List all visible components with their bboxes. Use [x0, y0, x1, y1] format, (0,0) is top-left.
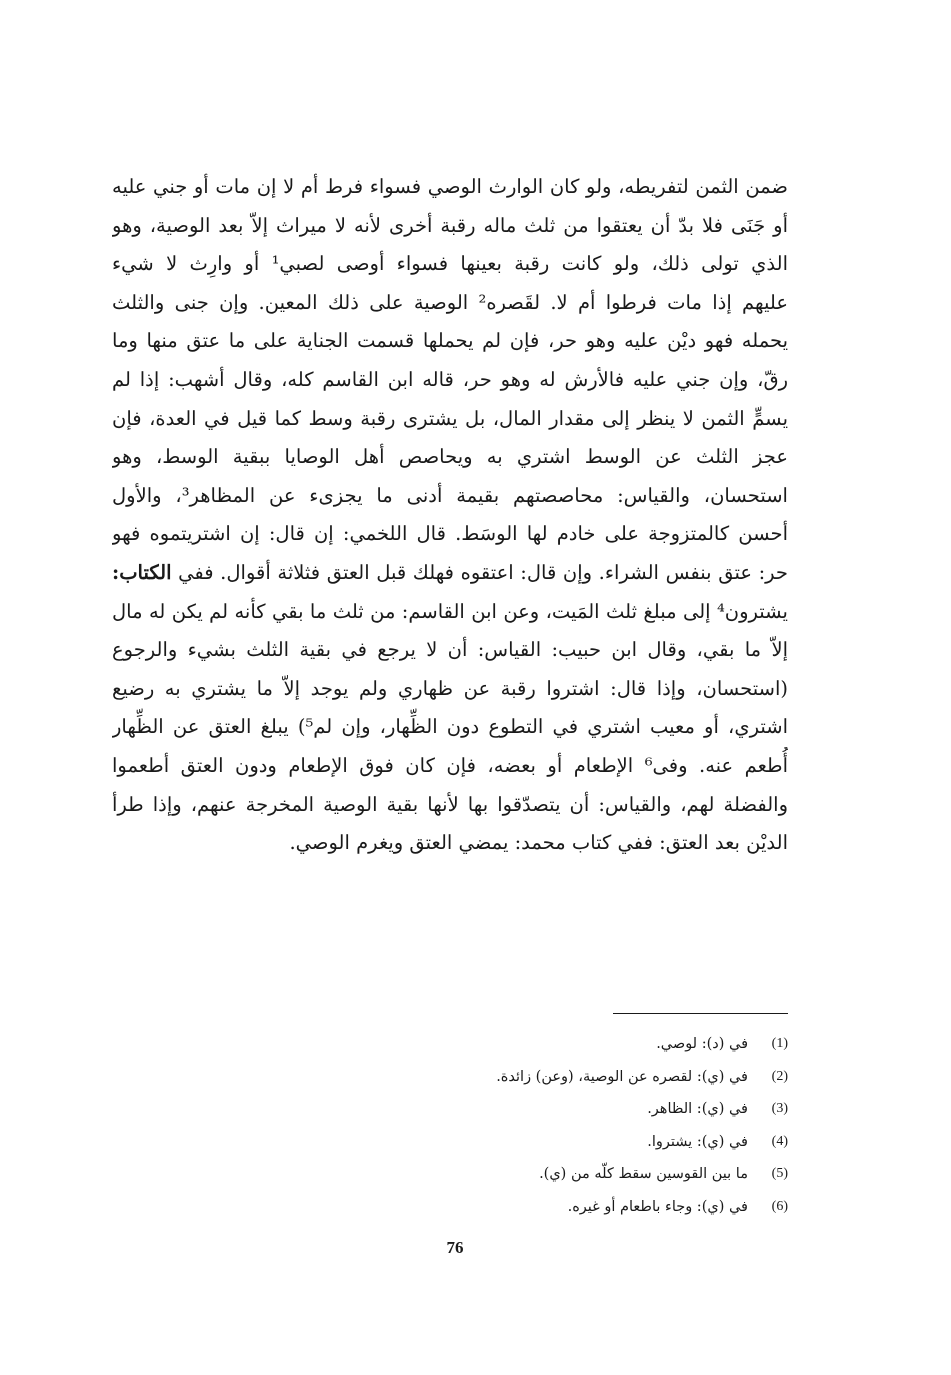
text-line: (استحسان، وإذا قال: اشتروا رقبة عن ظهاري ولم يوجد إلاّ ما يشتري به رضيع: [112, 676, 788, 700]
footnote-text: في (ي): لقصره عن الوصية، (وعن) زائدة.: [496, 1068, 748, 1085]
footnote-text: في (د): لوصي.: [656, 1036, 748, 1053]
text-line: ضمن الثمن لتفريطه، ولو كان الوارث الوصي فسواء فرط أم لا إن مات أو جني عليه: [112, 175, 788, 198]
text-line: استحسان، والقياس: محاصصتهم بقيمة أدنى ما يجزىء عن المظاهر³، والأول: [112, 483, 788, 507]
footnote-item: [300, 1061, 788, 1094]
footnote-item: [300, 1191, 788, 1224]
footnote-number: (6): [771, 1198, 788, 1214]
book-reference-label: الكتاب:: [112, 560, 172, 584]
text-line: عجز الثلث عن الوسط اشتري به ويحاصص أهل الوصايا ببقية الوسط، وهو: [112, 445, 788, 469]
text-line: رقّ، وإن جني عليه فالأرش له وهو حر، قاله ابن القاسم كله، وقال أشهب: إذا لم: [112, 367, 788, 391]
text-line: يحمله فهو ديْن عليه وهو حر، فإن لم يحملها قسمت الجناية على ما عتق منها وما: [112, 329, 788, 353]
text-line: والفضلة لهم، والقياس: أن يتصدّقوا بها لأنها بقية الوصية المخرجة عنهم، وإذا طرأ: [112, 792, 788, 816]
footnote-number: (1): [771, 1036, 788, 1052]
text-line: عليهم إذا مات فرطوا أم لا. لقَصره² الوصية على ذلك المعين. وإن جنى والثلث: [112, 290, 788, 314]
page-number: 76: [446, 1238, 464, 1257]
footnote-text: في (ي): وجاء باطعام أو غيره.: [567, 1198, 748, 1215]
text-line: الذي تولى ذلك، ولو كانت رقبة بعينها فسواء أوصى لصبي¹ أو وارِث لا شيء: [112, 252, 788, 276]
text-line-part: حر: عتق بنفس الشراء. وإن قال: اعتقوه فهلك قبل العتق فثلاثة أقوال. ففي: [178, 560, 788, 584]
footnote-text: في (ي): الظاهر.: [647, 1101, 748, 1118]
footnote-number: (2): [771, 1068, 788, 1084]
text-line: أو جَنَى فلا بدّ أن يعتقوا من ثلث ماله رقبة أخرى لأنه لا ميراث إلاّ بعد الوصية، وهو: [112, 213, 788, 237]
text-line-with-heading: [112, 554, 788, 593]
footnote-number: (3): [771, 1101, 788, 1117]
text-line: أُطعم عنه. وفى⁶ الإطعام أو بعضه، فإن كان فوق الإطعام ودون العتق أطعموا: [112, 753, 788, 777]
text-line: يشترون⁴ إلى مبلغ ثلث المَيت، وعن ابن القاسم: من ثلث ما بقي كأنه لم يكن له مال: [112, 599, 788, 623]
footnote-number: (5): [771, 1166, 788, 1182]
footnote-divider: [613, 1013, 788, 1014]
footnote-text: في (ي): يشتروا.: [647, 1133, 748, 1150]
text-line: إلاّ ما بقي، وقال ابن حبيب: القياس: أن لا يرجع في بقية الثلث بشيء والرجوع: [112, 638, 788, 662]
text-line: أحسن كالمتزوجة على خادم لها الوسَط. قال اللخمي: إن قال: إن اشتريتموه فهو: [112, 522, 788, 546]
footnote-item: [300, 1158, 788, 1191]
footnote-item: [300, 1028, 788, 1061]
footnote-number: (4): [771, 1133, 788, 1149]
body-text: [112, 168, 788, 863]
footnote-item: [300, 1126, 788, 1159]
text-line: يسمٍّ الثمن لا ينظر إلى مقدار المال، بل يشترى رقبة وسط كما قيل في العدة، فإن: [112, 406, 788, 430]
footnote-text: ما بين القوسين سقط كلّه من (ي).: [539, 1166, 748, 1183]
text-line: الديْن بعد العتق: ففي كتاب محمد: يمضي العتق ويغرم الوصي.: [289, 831, 788, 855]
footnotes-list: [300, 1028, 788, 1223]
text-line: اشتري، أو معيب اشتري في التطوع دون الظِّهار، وإن لم⁵) يبلغ العتق عن الظِّهار: [112, 715, 788, 739]
footnote-item: [300, 1093, 788, 1126]
